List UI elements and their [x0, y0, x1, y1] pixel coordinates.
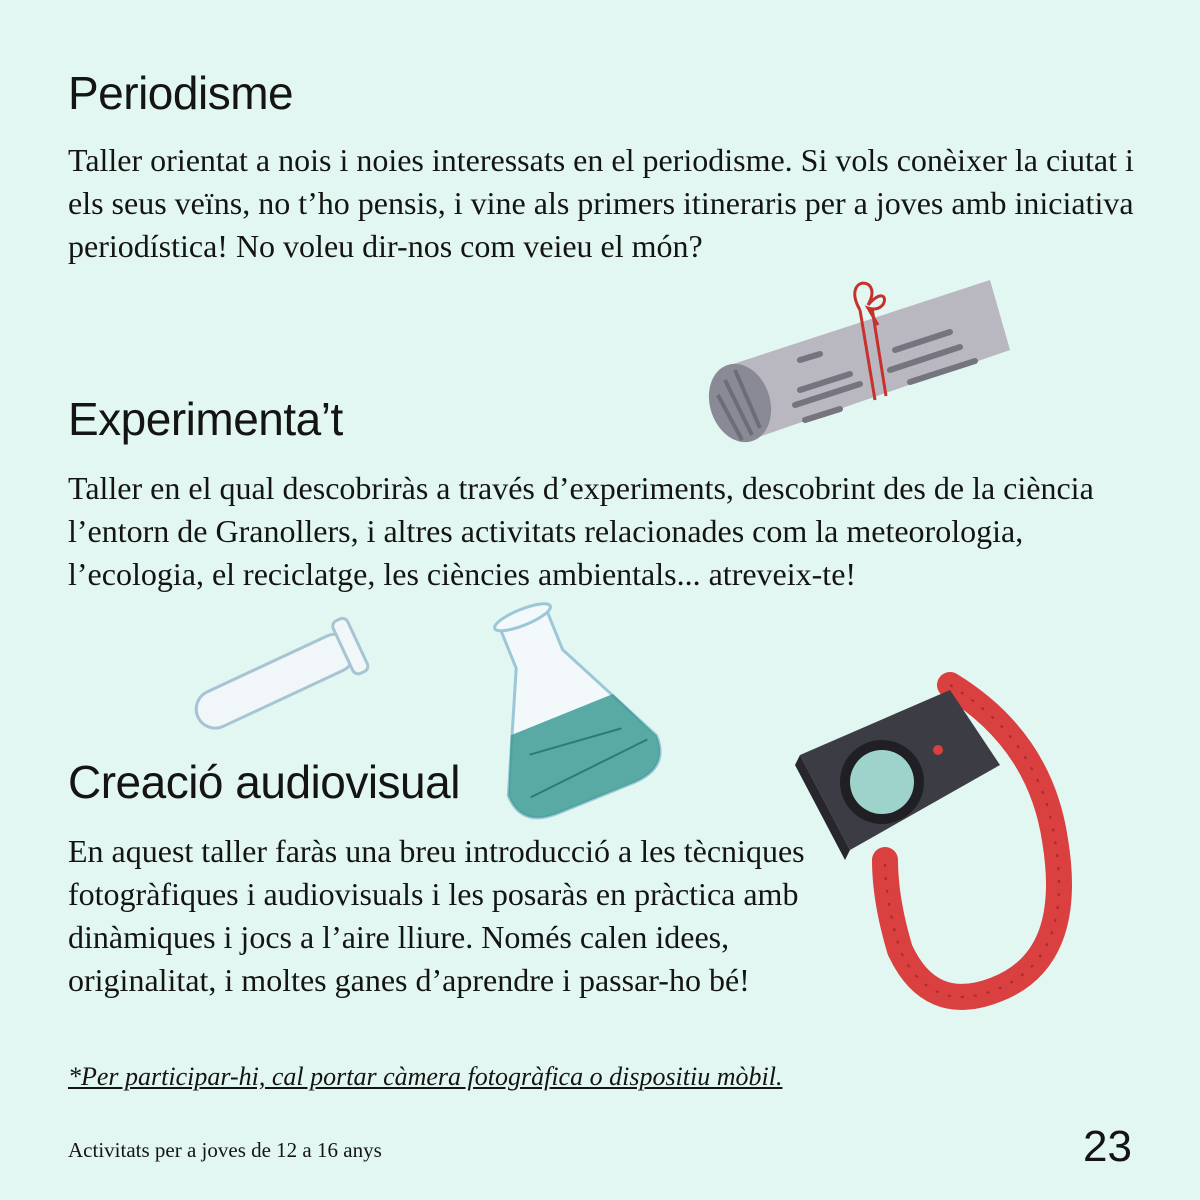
section-text-experimentat: Taller en el qual descobriràs a través d’experiments, descobrint des de la ciència l’entorn de Granollers, i altres activitats relacionades com la meteorologia, l’ecologia, el reciclatge, les ciències ambientals... atreveix-te!	[68, 470, 1094, 592]
requirement-note: *Per participar-hi, cal portar càmera fotogràfica o dispositiu mòbil.	[68, 1062, 783, 1091]
section-title-experimentat: Experimenta’t	[68, 393, 343, 445]
footer-caption: Activitats per a joves de 12 a 16 anys	[68, 1138, 382, 1162]
section-title-creacio-audiovisual: Creació audiovisual	[68, 756, 460, 808]
section-title-periodisme: Periodisme	[68, 67, 294, 119]
newspaper-roll-icon	[690, 270, 1030, 470]
section-text-periodisme: Taller orientat a nois i noies interessats en el periodisme. Si vols conèixer la ciutat i els seus veïns, no t’ho pensis, i vine als primers itineraris per a joves amb iniciativa periodística! No voleu dir-nos com veieu el món?	[68, 142, 1134, 264]
camera-icon	[790, 670, 1110, 1020]
page-number: 23	[1083, 1122, 1132, 1171]
section-text-creacio-audiovisual: En aquest taller faràs una breu introducció a les tècniques fotogràfiques i audiovisuals i les posaràs en pràctica amb dinàmiques i jocs a l’aire lliure. Només calen idees, originalitat, i moltes ganes d’aprendre i passar-ho bé!	[68, 833, 805, 998]
